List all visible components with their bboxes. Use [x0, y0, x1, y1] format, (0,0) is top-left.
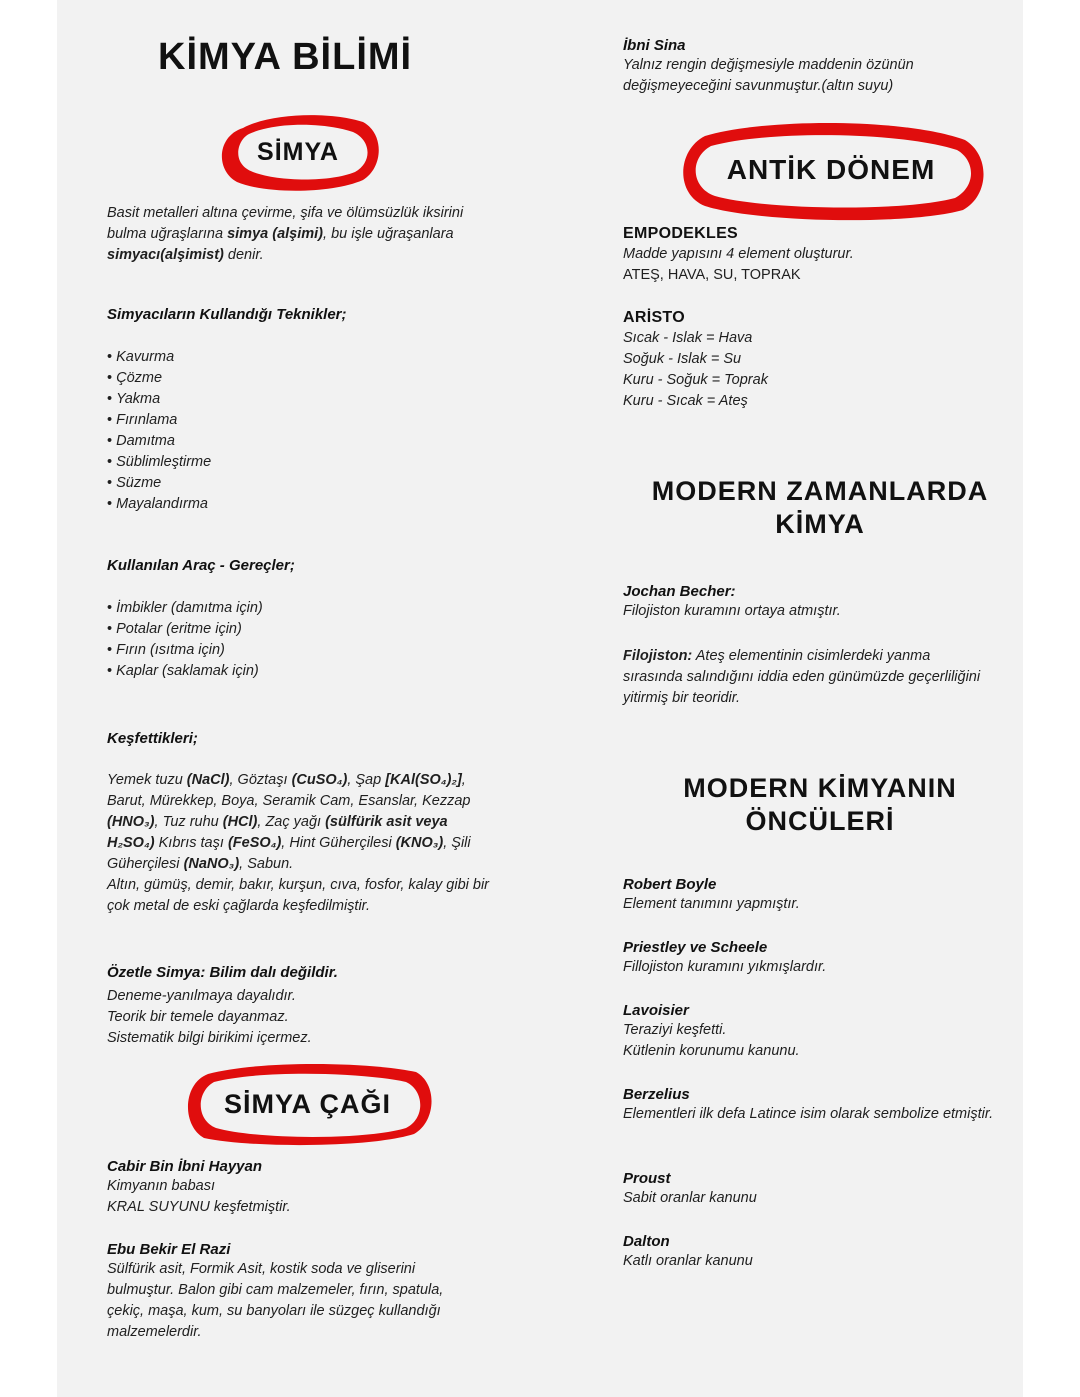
antik-donem-badge-label: ANTİK DÖNEM: [726, 154, 936, 185]
summary-lines: Deneme-yanılmaya dayalıdır. Teorik bir temele dayanmaz. Sistematik bilgi birikimi içermez.: [107, 988, 312, 1046]
simya-cagi-badge-label: SİMYA ÇAĞI: [223, 1088, 392, 1119]
discoveries-heading: Keşfettikleri;: [107, 730, 198, 747]
list-item: • Süzme: [107, 473, 211, 494]
tools-list: [107, 598, 263, 682]
list-item: • Fırınlama: [107, 410, 211, 431]
aristo-block: ARİSTO Sıcak - Islak = Hava Soğuk - Islak = Su Kuru - Soğuk = Toprak Kuru - Sıcak = Ateş: [623, 309, 768, 409]
empodekles-block: EMPODEKLES Madde yapısını 4 element oluşturur. ATEŞ, HAVA, SU, TOPRAK: [623, 225, 854, 283]
person-name: Jochan Becher:: [623, 583, 736, 600]
proust-block: Proust Sabit oranlar kanunu: [623, 1170, 983, 1209]
pioneers-heading: MODERN KİMYANIN ÖNCÜLERİ: [683, 773, 957, 836]
list-item: • Damıtma: [107, 431, 211, 452]
person-name: Cabir Bin İbni Hayyan: [107, 1158, 263, 1175]
list-item: • İmbikler (damıtma için): [107, 598, 263, 619]
tools-heading: Kullanılan Araç - Gereçler;: [107, 557, 295, 574]
list-item: • Potalar (eritme için): [107, 619, 263, 640]
person-name: Dalton: [623, 1233, 670, 1250]
priestley-block: Priestley ve Scheele Fillojiston kuramını yıkmışlardır.: [623, 939, 983, 978]
cabir-block: Cabir Bin İbni Hayyan Kimyanın babası KRAL SUYUNU keşfetmiştir.: [107, 1158, 487, 1218]
techniques-list: [107, 347, 211, 515]
person-name: Proust: [623, 1170, 671, 1187]
person-name: Lavoisier: [623, 1002, 689, 1019]
list-item: • Mayalandırma: [107, 494, 211, 515]
list-item: • Yakma: [107, 389, 211, 410]
simya-cagi-badge: [180, 1058, 435, 1150]
list-item: • Kaplar (saklamak için): [107, 661, 263, 682]
simya-definition: Basit metalleri altına çevirme, şifa ve ölümsüzlük iksirini bulma uğraşlarına simya (alşimi), bu işle uğraşanlara simyacı(alşimist) denir.: [107, 205, 464, 263]
summary-heading: Özetle Simya: Bilim dalı değildir.: [107, 964, 338, 981]
person-name: Robert Boyle: [623, 876, 717, 893]
dalton-block: Dalton Katlı oranlar kanunu: [623, 1233, 983, 1272]
person-name: EMPODEKLES: [623, 225, 739, 242]
techniques-heading: Simyacıların Kullandığı Teknikler;: [107, 306, 347, 323]
lavoisier-block: Lavoisier Teraziyi keşfetti. Kütlenin korunumu kanunu.: [623, 1002, 983, 1062]
modern-times-heading: MODERN ZAMANLARDA KİMYA: [651, 476, 989, 539]
antik-donem-badge: [675, 116, 987, 224]
person-name: ARİSTO: [623, 309, 685, 326]
list-item: • Kavurma: [107, 347, 211, 368]
simya-badge-label: SİMYA: [257, 137, 339, 166]
person-name: İbni Sina: [623, 37, 686, 54]
berzelius-block: Berzelius Elementleri ilk defa Latince isim olarak sembolize etmiştir.: [623, 1086, 998, 1125]
person-name: Priestley ve Scheele: [623, 939, 768, 956]
simya-badge: [213, 108, 383, 196]
list-item: • Fırın (ısıtma için): [107, 640, 263, 661]
discoveries-text: Yemek tuzu (NaCl), Göztaşı (CuSO₄), Şap [KAl(SO₄)₂], Barut, Mürekkep, Boya, Seramik Cam, Esanslar, Kezzap (HNO₃), Tuz ruhu (HCl), Zaç yağı (sülfürik asit veya H₂SO₄) Kıbrıs taşı (FeSO₄), Hint Güherçilesi (KNO₃), Şili Güherçilesi (NaNO₃), Sabun. Altın, gümüş, demir, bakır, kurşun, cıva, fosfor, kalay gibi bir çok metal de eski çağlarda keşfedilmiştir.: [107, 772, 489, 914]
page-title: KİMYA BİLİMİ: [158, 36, 413, 78]
ibni-sina-block: İbni Sina Yalnız rengin değişmesiyle maddenin özünün değişmeyeceğini savunmuştur.(altın suyu): [623, 37, 968, 97]
razi-block: Ebu Bekir El Razi Sülfürik asit, Formik Asit, kostik soda ve gliserini bulmuştur. Balon gibi cam malzemeler, fırın, spatula, çekiç, maşa, kum, su banyoları ile süzgeç kullandığı malzemelerdir.: [107, 1241, 467, 1343]
list-item: • Süblimleştirme: [107, 452, 211, 473]
boyle-block: Robert Boyle Element tanımını yapmıştır.: [623, 876, 983, 915]
becher-block: Jochan Becher: Filojiston kuramını ortaya atmıştır.: [623, 583, 973, 622]
filojiston-definition: Filojiston: Ateş elementinin cisimlerdeki yanma sırasında salındığını iddia eden günümüzde geçerliliğini yitirmiş bir teoridir.: [623, 648, 981, 706]
list-item: • Çözme: [107, 368, 211, 389]
person-name: Ebu Bekir El Razi: [107, 1241, 231, 1258]
person-name: Berzelius: [623, 1086, 690, 1103]
